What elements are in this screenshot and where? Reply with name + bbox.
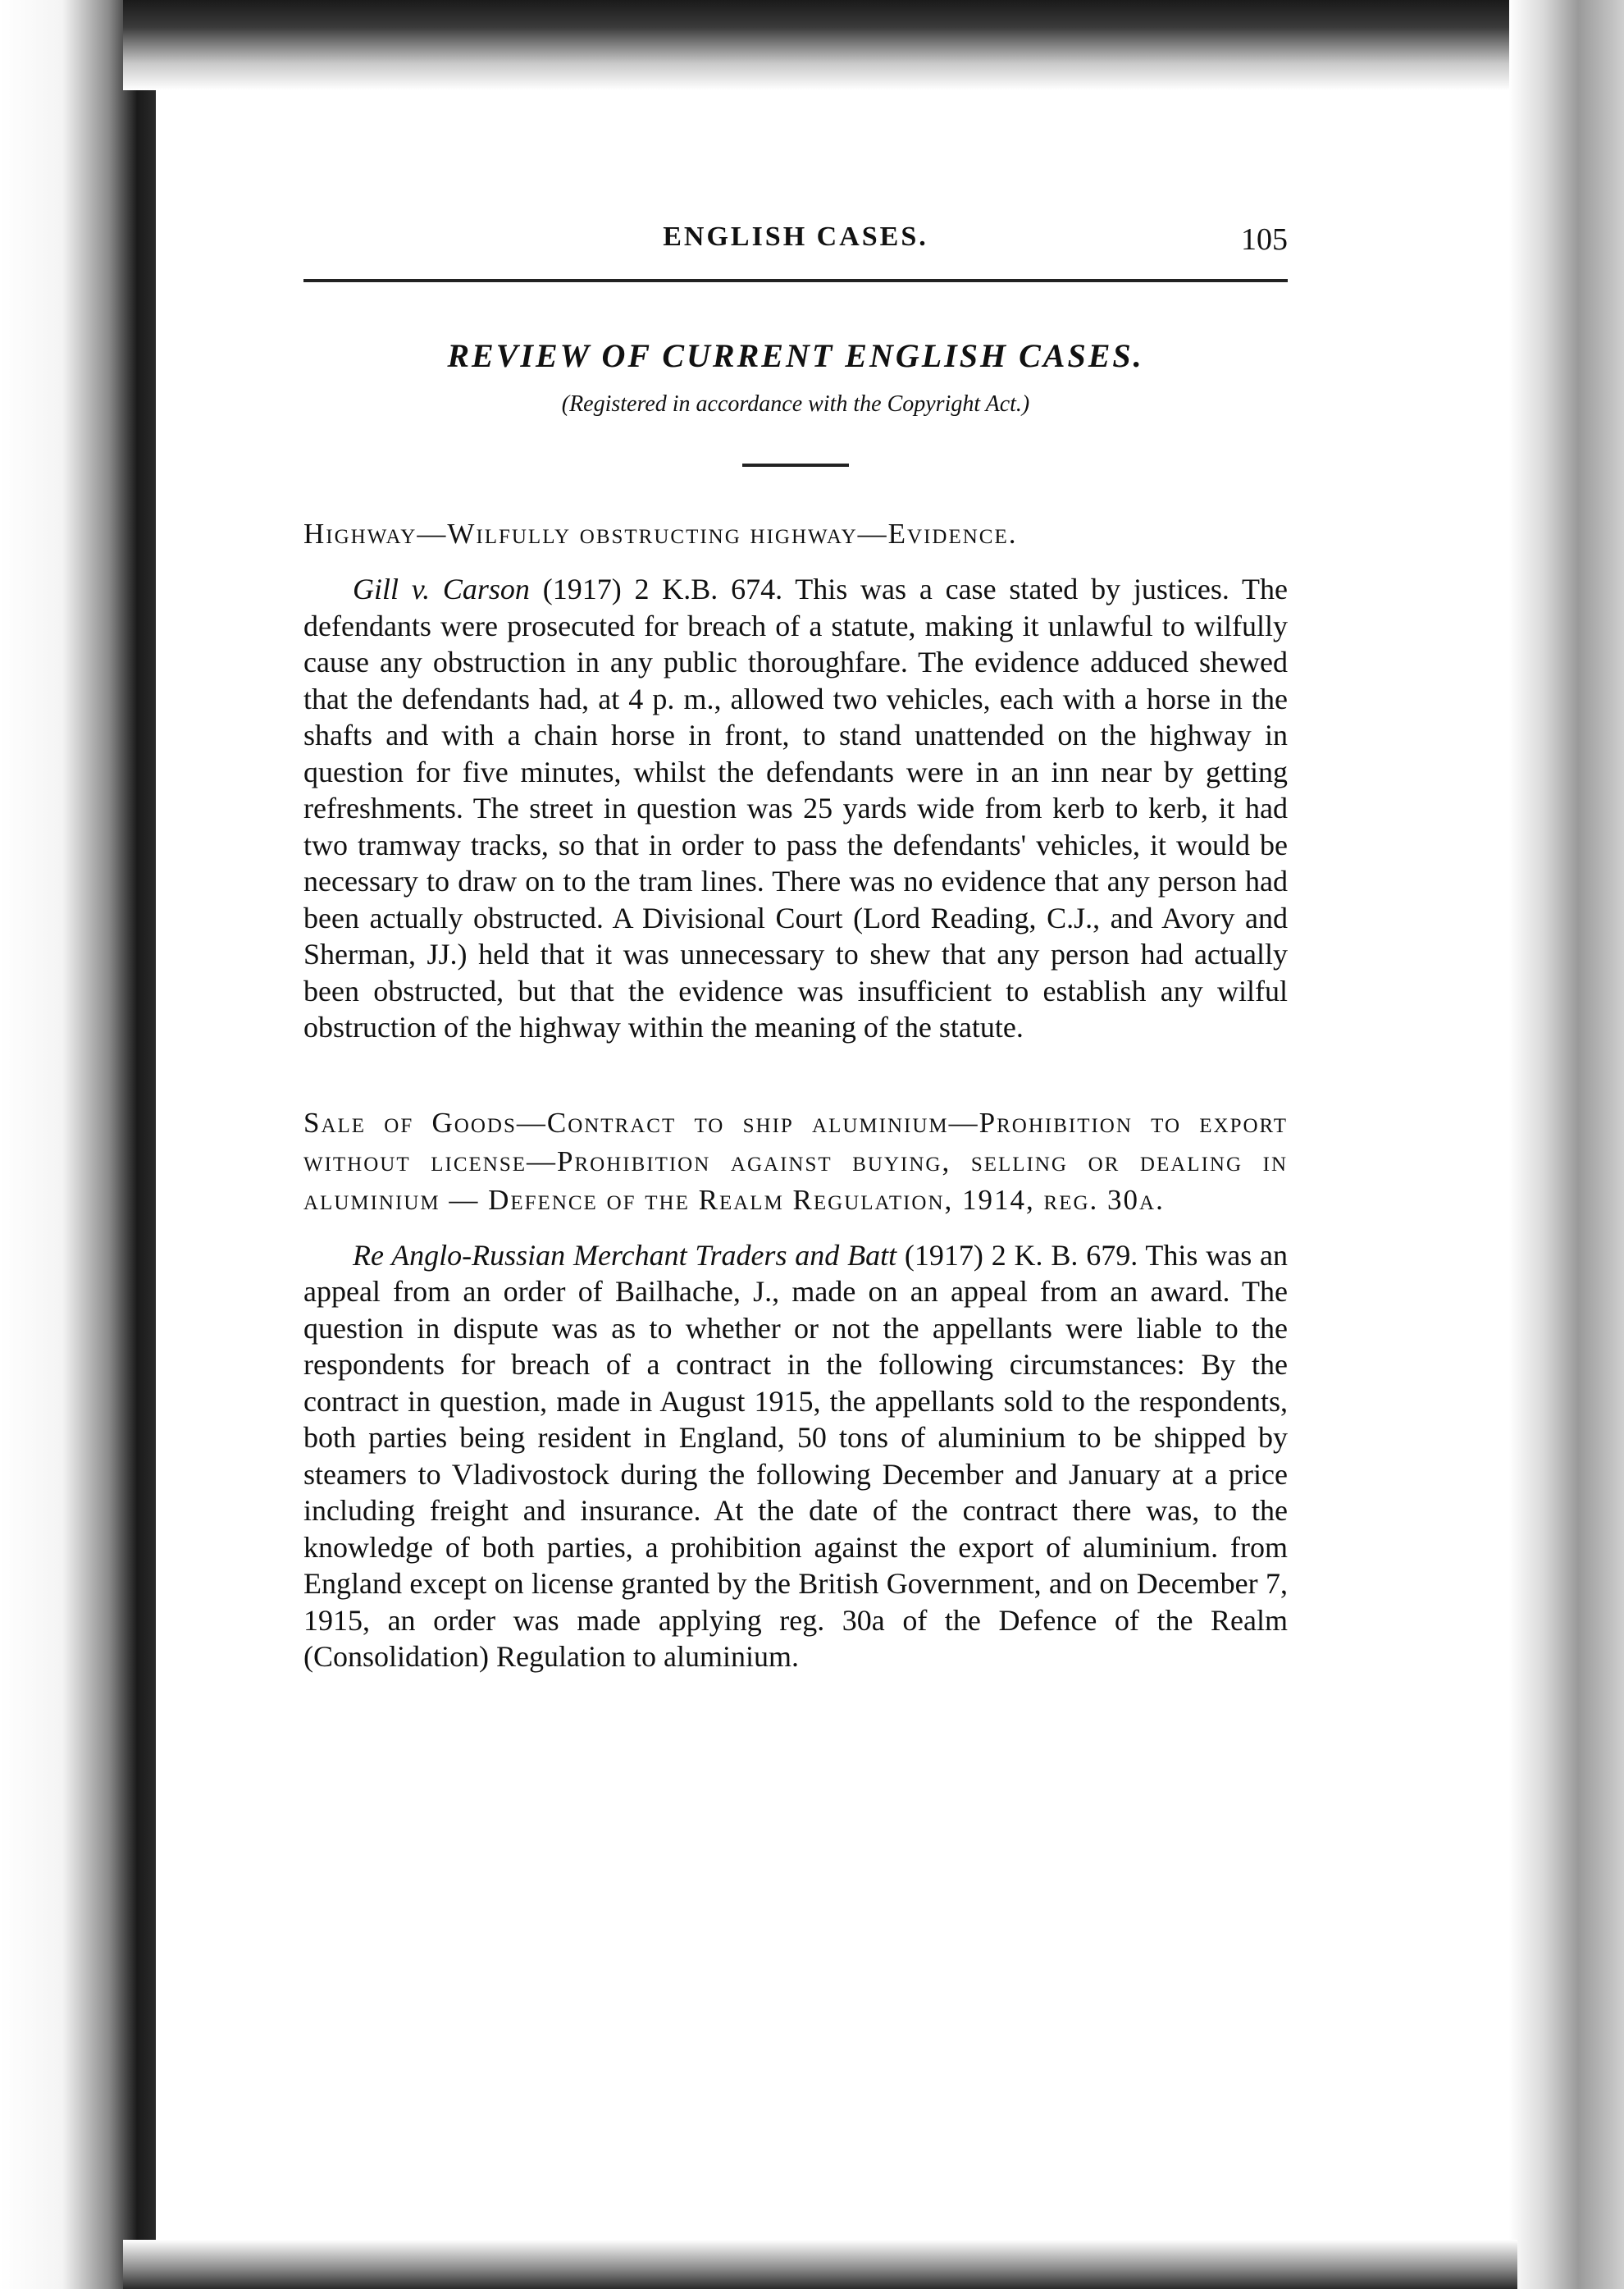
page-number: 105 [1241,222,1288,257]
scan-border-right [1509,0,1624,2289]
scan-border-left [0,0,156,2289]
case-name: Gill v. Carson [353,573,530,605]
title-divider [742,464,849,467]
case-paragraph [303,571,1288,1046]
copyright-notice: (Registered in accordance with the Copyright Act.) [561,391,1030,417]
case-body: This was a case stated by justices. The defendants were prosecuted for breach of a statute, making it unlawful to wilfully cause any obstruction in any public thoroughfare. The evidence adduced shewed that the defendants had, at 4 p. m., allowed two vehicles, each with a horse in the shafts and with a chain horse in front, to stand unattended on the highway in question for five minutes, whilst the defendants were in an inn near by getting refreshments. The street in question was 25 yards wide from kerb to kerb, it had two tramway tracks, so that in order to pass the defendants' vehicles, it would be necessary to draw on to the tram lines. There was no evidence that any person had been actually obstructed. A Divisional Court (Lord Reading, C.J., and Avory and Sherman, JJ.) held that it was unnecessary to shew that any person had actually been obstructed, but that the evidence was insufficient to establish any wilful obstruction of the highway within the meaning of the statute. [303,573,1288,1044]
running-title: ENGLISH CASES. [663,222,928,252]
case-body: This was an appeal from an order of Bailhache, J., made on an appeal from an award. The question in dispute was as to whether or not the appellants were liable to the respondents for breach of a contract in the following circumstances: By the contract in question, made in August 1915, the appellants sold to the respondents, both parties being resident in England, 50 tons of aluminium to be shipped by steamers to Vladivostock during the following December and January at a price including freight and insurance. At the date of the contract there was, to the knowledge of both parties, a prohibition against the export of aluminium. from England except on license granted by the British Government, and on December 7, 1915, an order was made applying reg. 30a of the Defence of the Realm (Consolidation) Regulation to aluminium. [303,1238,1289,1673]
case-citation: (1917) 2 K. B. 679. [896,1238,1146,1272]
section-heading: Highway—Wilfully obstructing highway—Evidence. [303,518,1018,550]
page [303,222,1288,1675]
scan-border-top [123,0,1517,90]
case-paragraph [303,1237,1288,1675]
case-name: Re Anglo-Russian Merchant Traders and Batt [353,1238,897,1272]
section-heading: Sale of Goods—Contract to ship aluminium—Prohibition to export without license—Prohibition against buying, selling or dealing in aluminium — Defence of the Realm Regulation, 1914, reg. 30a. [303,1106,1288,1216]
page-title: REVIEW OF CURRENT ENGLISH CASES. [447,337,1144,374]
running-head [303,222,1288,271]
header-rule [303,279,1288,282]
scan-border-bottom [123,2240,1517,2289]
case-citation: (1917) 2 K.B. 674. [529,573,796,605]
